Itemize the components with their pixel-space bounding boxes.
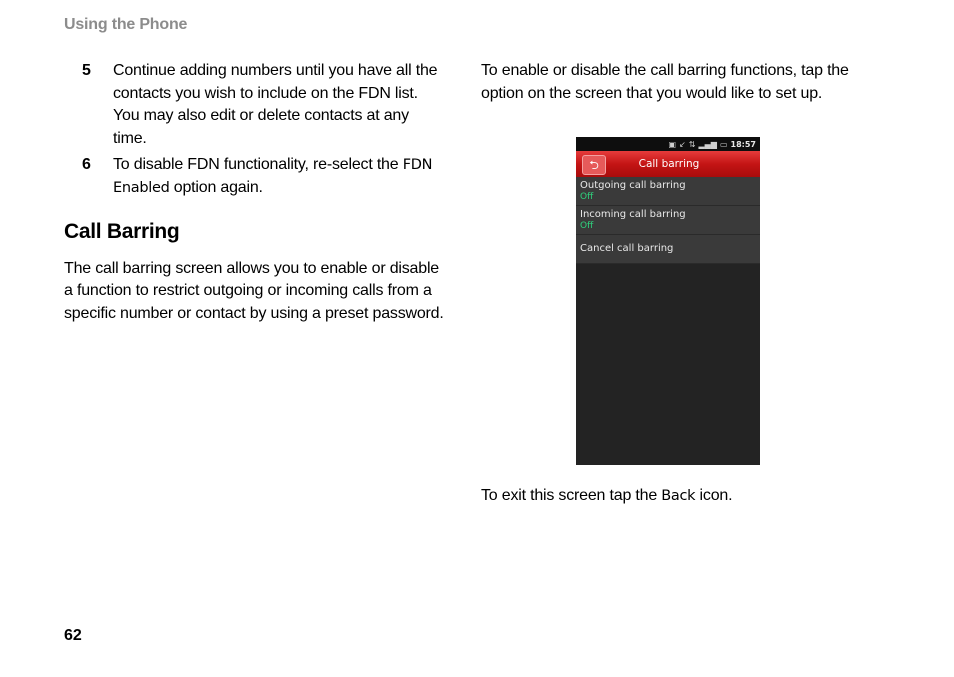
- back-term: Back: [661, 488, 696, 504]
- step-number: 5: [82, 62, 91, 79]
- signal-icon: ▂▄▆: [698, 139, 717, 149]
- menu-item-label: Cancel call barring: [580, 243, 674, 254]
- data-icon: ⇅: [688, 139, 696, 149]
- step-number: 6: [82, 156, 91, 173]
- page-number: 62: [64, 627, 82, 644]
- phone-screenshot: [576, 137, 760, 465]
- notification-icon: ▣: [668, 139, 677, 149]
- menu-item-incoming[interactable]: [576, 206, 760, 235]
- running-head: Using the Phone: [64, 16, 188, 33]
- status-bar: [576, 137, 760, 151]
- exit-text-after: icon.: [695, 487, 733, 504]
- left-column: [64, 60, 444, 325]
- battery-icon: ▭: [719, 139, 728, 149]
- menu-item-outgoing[interactable]: [576, 177, 760, 206]
- title-bar: [576, 151, 760, 177]
- back-arrow-icon: ⮌: [589, 158, 599, 172]
- missed-call-icon: ↙: [679, 139, 686, 149]
- right-column: [481, 60, 861, 105]
- intro-paragraph: To enable or disable the call barring functions, tap the option on the screen that you would like to set up.: [481, 62, 849, 102]
- step-text: Continue adding numbers until you have all the contacts you wish to include on the FDN list.: [113, 62, 438, 102]
- menu-item-value: Off: [580, 192, 594, 202]
- exit-paragraph: [481, 485, 861, 508]
- screen-title: Call barring: [638, 158, 700, 170]
- step-text-before: To disable FDN functionality, re-select the: [113, 156, 403, 173]
- step-text-after: option again.: [169, 178, 263, 196]
- section-heading: Call Barring: [64, 220, 180, 243]
- step-5: [64, 60, 444, 150]
- menu-item-label: Incoming call barring: [580, 209, 686, 220]
- step-6: [64, 154, 444, 199]
- fdn-enabled-term: FDN Enabled: [113, 157, 433, 196]
- step-note: You may also edit or delete contacts at any time.: [113, 107, 409, 147]
- menu-item-cancel[interactable]: [576, 235, 760, 264]
- menu-item-value: Off: [580, 221, 594, 231]
- menu-item-label: Outgoing call barring: [580, 180, 686, 191]
- step-body: [113, 60, 444, 150]
- exit-text-before: To exit this screen tap the: [481, 487, 662, 504]
- status-time: 18:57: [730, 139, 756, 149]
- step-body: [113, 154, 444, 199]
- section-paragraph: The call barring screen allows you to enable or disable a function to restrict outgoing or incoming calls from a specific number or contact by using a preset password.: [64, 259, 444, 322]
